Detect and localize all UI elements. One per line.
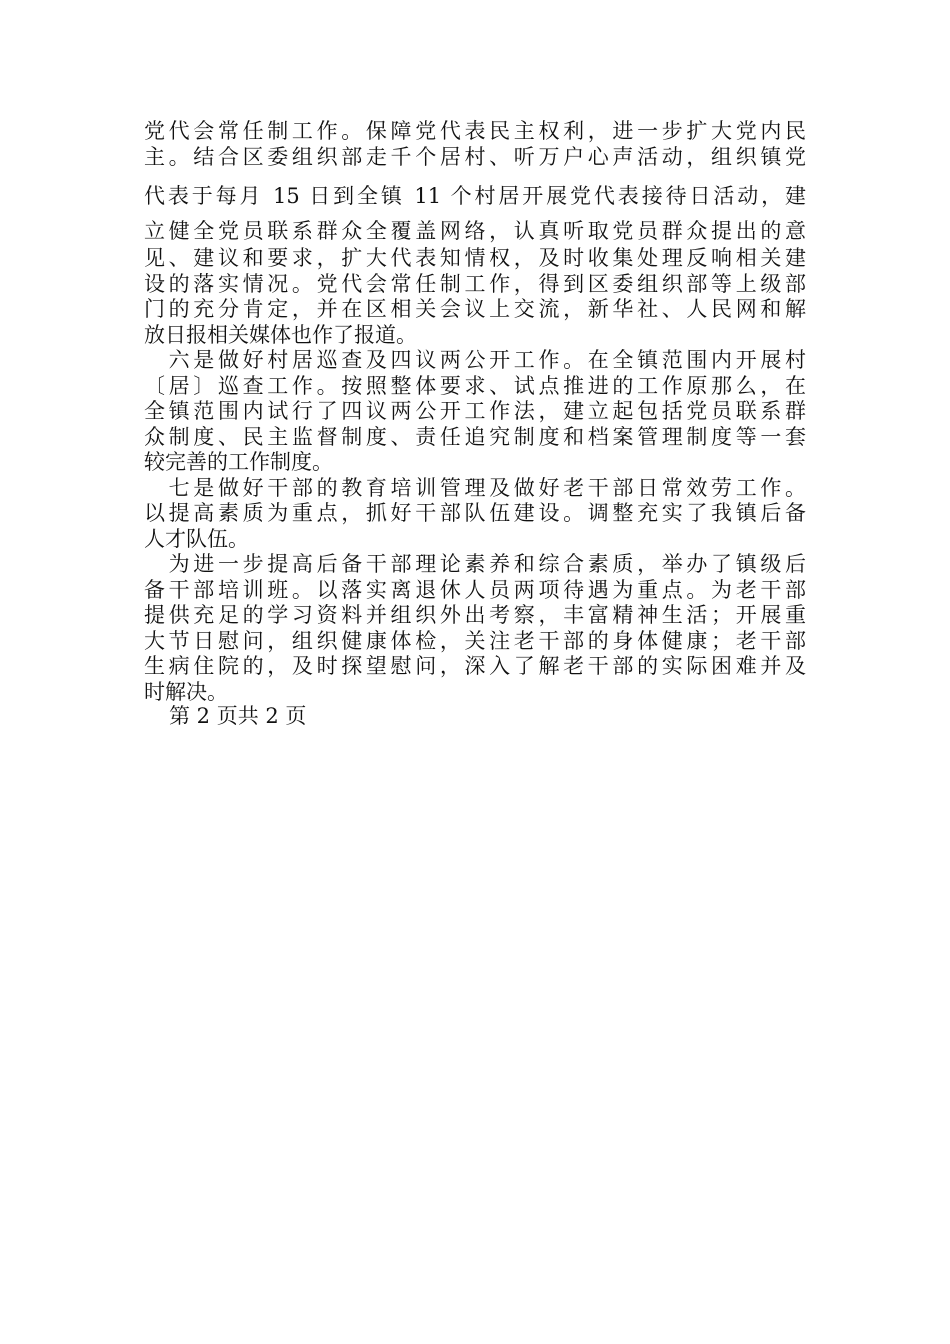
text-line: 备干部培训班。以落实离退休人员两项待遇为重点。为老干部 (144, 577, 806, 602)
text-line: 生病住院的，及时探望慰问，深入了解老干部的实际困难并及 (144, 654, 806, 678)
text-line: 较完善的工作制度。 (144, 450, 333, 474)
text-line: 设的落实情况。党代会常任制工作，得到区委组织部等上级部 (144, 271, 806, 296)
text-line: 主。结合区委组织部走千个居村、听万户心声活动，组织镇党 (144, 145, 806, 169)
text-line: 〔居〕巡查工作。按照整体要求、试点推进的工作原那么，在 (144, 373, 806, 398)
text-line: 众制度、民主监督制度、责任追究制度和档案管理制度等一套 (144, 424, 806, 449)
text-line: 放日报相关媒体也作了报道。 (144, 322, 417, 347)
text-line: 见、建议和要求，扩大代表知情权，及时收集处理反响相关建 (144, 246, 806, 270)
body-text (144, 119, 806, 705)
text-line: 门的充分肯定，并在区相关会议上交流，新华社、人民网和解 (144, 297, 806, 321)
text-line: 党代会常任制工作。保障党代表民主权利，进一步扩大党内民 (144, 119, 806, 143)
text-line: 提供充足的学习资料并组织外出考察，丰富精神生活；开展重 (144, 603, 806, 627)
page-number-footer: 第 2 页共 2 页 (169, 704, 307, 728)
text-line: 六是做好村居巡查及四议两公开工作。在全镇范围内开展村 (144, 348, 806, 372)
text-line: 立健全党员联系群众全覆盖网络，认真听取党员群众提出的意 (144, 219, 806, 243)
text-line: 以提高素质为重点，抓好干部队伍建设。调整充实了我镇后备 (144, 501, 806, 525)
text-line: 大节日慰问，组织健康体检，关注老干部的身体健康；老干部 (144, 628, 806, 653)
text-line: 代表于每月 15 日到全镇 11 个村居开展党代表接待日活动，建 (144, 184, 806, 208)
text-line: 人才队伍。 (144, 526, 249, 551)
text-line: 全镇范围内试行了四议两公开工作法，建立起包括党员联系群 (144, 399, 806, 423)
text-line: 七是做好干部的教育培训管理及做好老干部日常效劳工作。 (144, 475, 806, 500)
text-line: 时解决。 (144, 679, 228, 704)
text-line: 为进一步提高后备干部理论素养和综合素质，举办了镇级后 (144, 552, 806, 576)
